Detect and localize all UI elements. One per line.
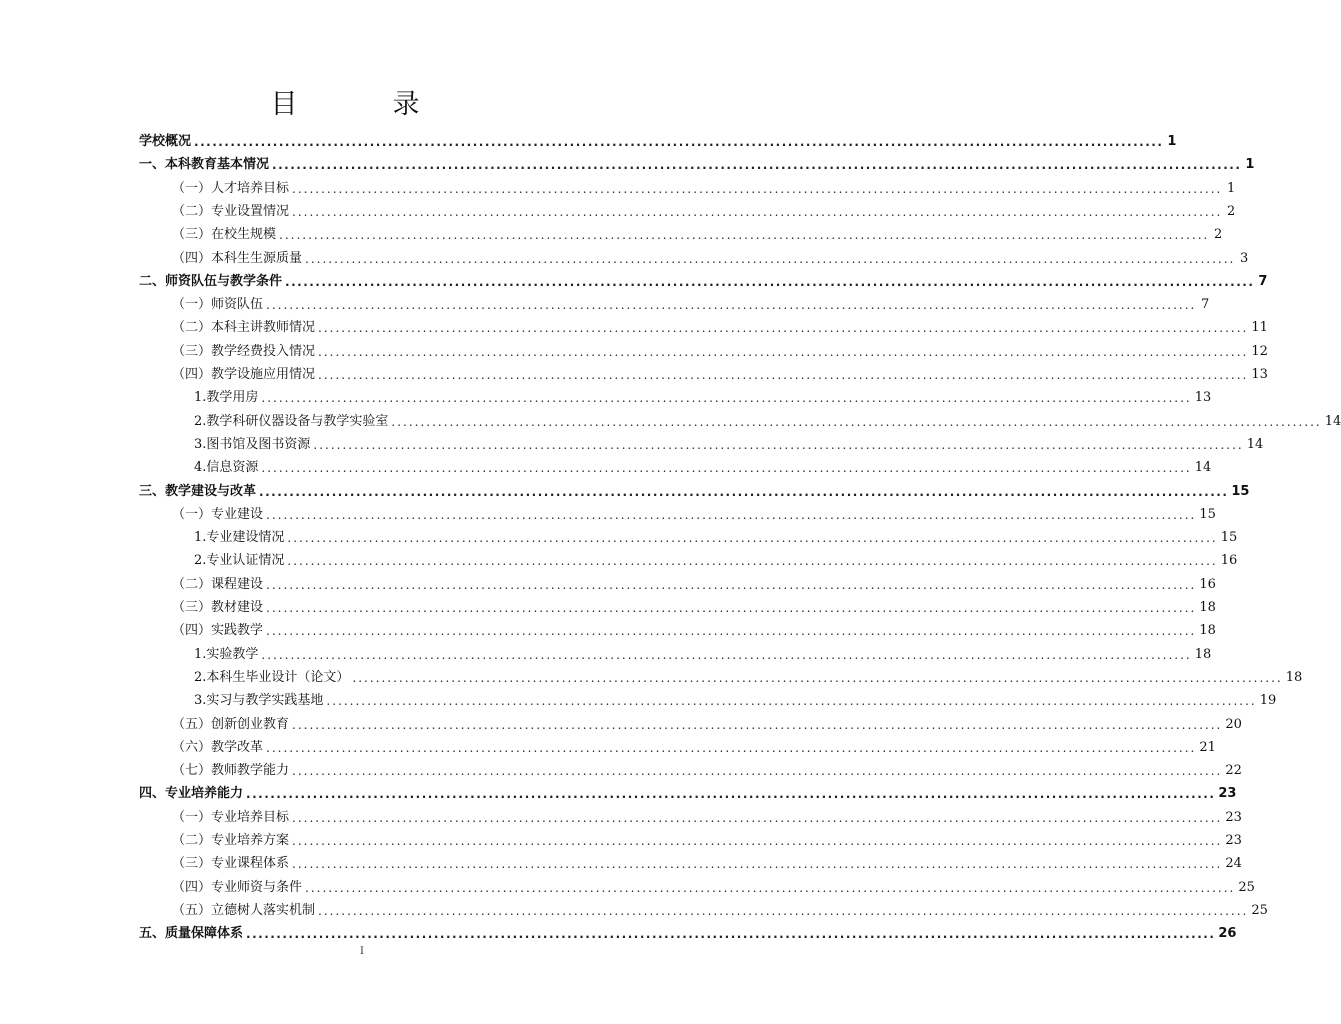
toc-entry[interactable] <box>194 433 1264 453</box>
toc-leader-dots: ................................................................................................................................................................ <box>279 228 1210 243</box>
toc-leader-dots: ................................................................................................................................................................ <box>287 531 1218 546</box>
toc-entry[interactable] <box>139 130 1177 150</box>
toc-entry-label: 1.教学用房 <box>194 390 259 406</box>
toc-entry-page: 23 <box>1225 833 1242 848</box>
toc-entry-page: 1 <box>1227 180 1236 196</box>
toc-entry-label: （二）专业设置情况 <box>172 203 290 219</box>
toc-entry-label: 2.教学科研仪器设备与教学实验室 <box>194 413 389 429</box>
toc-entry[interactable] <box>172 340 1268 360</box>
toc-entry-page: 18 <box>1285 669 1303 685</box>
toc-entry-label: 4.信息资源 <box>194 460 259 476</box>
toc-entry-page: 2 <box>1214 227 1223 243</box>
toc-leader-dots: ................................................................................................................................................................ <box>261 461 1192 476</box>
toc-entry-label: （五）创新创业教育 <box>172 716 290 732</box>
toc-entry-label: 一、本科教育基本情况 <box>139 157 270 173</box>
toc-entry-page: 1 <box>1245 157 1255 173</box>
toc-entry-label: （三）在校生规模 <box>172 227 277 243</box>
toc-entry-label: 四、专业培养能力 <box>139 786 244 802</box>
toc-entry-label: （一）专业培养目标 <box>172 809 290 825</box>
toc-leader-dots: ................................................................................................................................................................ <box>305 880 1236 895</box>
toc-leader-dots: ................................................................................................................................................................ <box>313 437 1244 452</box>
toc-entry-page: 7 <box>1258 273 1268 289</box>
page-title: 目 录 <box>270 89 454 120</box>
toc-entry-page: 13 <box>1194 390 1212 406</box>
toc-entry-page: 18 <box>1199 623 1216 639</box>
toc-entry-label: （四）专业师资与条件 <box>172 879 303 895</box>
toc-entry-label: （五）立德树人落实机制 <box>172 902 316 918</box>
toc-entry-label: （三）教材建设 <box>172 600 264 615</box>
toc-entry-label: （一）师资队伍 <box>172 297 264 313</box>
toc-entry[interactable] <box>172 736 1216 756</box>
toc-entry-page: 15 <box>1231 483 1250 499</box>
toc-entry[interactable] <box>172 876 1255 896</box>
toc-entry-label: （四）本科生生源质量 <box>172 250 303 266</box>
toc-entry[interactable] <box>194 549 1238 569</box>
toc-entry[interactable] <box>194 410 1341 430</box>
toc-entry-page: 12 <box>1251 343 1268 359</box>
toc-entry[interactable] <box>172 573 1216 593</box>
toc-leader-dots: ................................................................................................................................................................ <box>318 344 1249 359</box>
toc-entry-page: 19 <box>1259 693 1277 709</box>
toc-leader-dots: ................................................................................................................................................................ <box>266 740 1197 755</box>
toc-entry[interactable] <box>139 480 1250 500</box>
toc-leader-dots: ................................................................................................................................................................ <box>318 903 1249 918</box>
toc-entry-page: 3 <box>1240 250 1249 266</box>
toc-entry-label: （二）专业培养方案 <box>172 833 290 848</box>
toc-entry-label: （二）本科主讲教师情况 <box>172 320 316 336</box>
toc-entry[interactable] <box>194 456 1212 476</box>
toc-entry[interactable] <box>172 177 1236 197</box>
toc-entry-page: 24 <box>1225 856 1242 872</box>
toc-entry-label: 二、师资队伍与教学条件 <box>139 273 283 289</box>
toc-entry-page: 13 <box>1251 367 1268 382</box>
toc-entry-page: 26 <box>1218 926 1237 942</box>
toc-leader-dots: ................................................................................................................................................................ <box>292 834 1223 848</box>
toc-entry-label: 1.专业建设情况 <box>194 530 285 546</box>
toc-entry-page: 22 <box>1225 763 1242 779</box>
toc-leader-dots: ................................................................................................................................................................ <box>326 694 1257 709</box>
toc-entry[interactable] <box>172 829 1242 849</box>
toc-leader-dots: ................................................................................................................................................................ <box>305 251 1236 266</box>
toc-entry-page: 16 <box>1199 576 1216 592</box>
toc-leader-dots: ................................................................................................................................................................ <box>285 274 1255 289</box>
toc-entry-label: 学校概况 <box>139 134 192 149</box>
toc-entry-page: 18 <box>1199 600 1216 615</box>
toc-entry-page: 25 <box>1238 879 1255 895</box>
toc-leader-dots: ................................................................................................................................................................ <box>318 321 1249 336</box>
toc-entry[interactable] <box>172 247 1249 267</box>
toc-leader-dots: ................................................................................................................................................................ <box>272 158 1242 173</box>
toc-entry-page: 18 <box>1194 646 1212 662</box>
toc-leader-dots: ................................................................................................................................................................ <box>259 484 1229 499</box>
toc-leader-dots: ................................................................................................................................................................ <box>246 787 1216 802</box>
toc-entry[interactable] <box>172 316 1268 336</box>
toc-entry[interactable] <box>172 713 1242 733</box>
toc-entry-label: 2.本科生毕业设计（论文） <box>194 669 350 685</box>
toc-leader-dots: ................................................................................................................................................................ <box>266 624 1197 639</box>
toc-leader-dots: ................................................................................................................................................................ <box>194 135 1164 149</box>
toc-entry[interactable] <box>194 526 1238 546</box>
toc-entry-page: 7 <box>1201 297 1210 313</box>
toc-leader-dots: ................................................................................................................................................................ <box>261 391 1192 406</box>
toc-leader-dots: ................................................................................................................................................................ <box>292 764 1223 779</box>
toc-entry-label: 三、教学建设与改革 <box>139 483 257 499</box>
toc-entry-label: （三）专业课程体系 <box>172 856 290 872</box>
toc-leader-dots: ................................................................................................................................................................ <box>292 204 1223 219</box>
toc-leader-dots: ................................................................................................................................................................ <box>318 368 1249 382</box>
toc-leader-dots: ................................................................................................................................................................ <box>266 298 1197 313</box>
toc-entry-label: （七）教师教学能力 <box>172 763 290 779</box>
toc-entry[interactable] <box>172 899 1268 919</box>
toc-entry-label: 2.专业认证情况 <box>194 553 285 569</box>
toc-entry[interactable] <box>194 386 1212 406</box>
toc-leader-dots: ................................................................................................................................................................ <box>266 577 1197 592</box>
toc-entry-page: 15 <box>1220 530 1238 546</box>
toc-entry[interactable] <box>194 666 1303 686</box>
toc-entry[interactable] <box>194 689 1277 709</box>
toc-entry[interactable] <box>139 153 1255 173</box>
toc-entry-label: 五、质量保障体系 <box>139 926 244 942</box>
toc-entry-label: （一）专业建设 <box>172 506 264 522</box>
toc-entry-label: （六）教学改革 <box>172 739 264 755</box>
toc-entry-label: 3.实习与教学实践基地 <box>194 693 324 709</box>
toc-entry-page: 23 <box>1225 809 1242 825</box>
toc-entry-label: 3.图书馆及图书资源 <box>194 436 311 452</box>
toc-leader-dots: ................................................................................................................................................................ <box>287 554 1218 569</box>
toc-entry-page: 21 <box>1199 739 1216 755</box>
toc-entry-label: （二）课程建设 <box>172 576 264 592</box>
toc-leader-dots: ................................................................................................................................................................ <box>391 414 1322 429</box>
toc-entry[interactable] <box>172 852 1242 872</box>
toc-entry[interactable] <box>172 503 1216 523</box>
toc-entry[interactable] <box>172 619 1216 639</box>
toc-entry-page: 11 <box>1251 320 1268 336</box>
toc-entry[interactable] <box>139 270 1268 290</box>
toc-entry[interactable] <box>172 293 1210 313</box>
toc-entry-page: 14 <box>1246 436 1264 452</box>
toc-leader-dots: ................................................................................................................................................................ <box>292 717 1223 732</box>
toc-entry-page: 2 <box>1227 203 1236 219</box>
toc-leader-dots: ................................................................................................................................................................ <box>261 647 1192 662</box>
toc-leader-dots: ................................................................................................................................................................ <box>292 857 1223 872</box>
toc-entry-label: （四）实践教学 <box>172 623 264 639</box>
toc-entry[interactable] <box>172 200 1236 220</box>
toc-leader-dots: ................................................................................................................................................................ <box>292 810 1223 825</box>
toc-entry[interactable] <box>172 759 1242 779</box>
toc-entry-label: （三）教学经费投入情况 <box>172 343 316 359</box>
toc-entry-page: 1 <box>1167 134 1177 149</box>
toc-leader-dots: ................................................................................................................................................................ <box>292 181 1223 196</box>
toc-entry-page: 20 <box>1225 716 1242 732</box>
toc-leader-dots: ................................................................................................................................................................ <box>266 507 1197 522</box>
toc-entry-label: 1.实验教学 <box>194 646 259 662</box>
toc-entry[interactable] <box>172 363 1268 383</box>
toc-entry-page: 14 <box>1324 413 1341 429</box>
toc-entry-label: （四）教学设施应用情况 <box>172 367 316 382</box>
toc-leader-dots: ................................................................................................................................................................ <box>352 670 1283 685</box>
toc-entry-page: 14 <box>1194 460 1212 476</box>
toc-entry-page: 25 <box>1251 902 1268 918</box>
toc-entry[interactable] <box>139 922 1237 942</box>
toc-entry-page: 16 <box>1220 553 1238 569</box>
page-number-footer: I <box>360 946 364 957</box>
toc-entry-label: （一）人才培养目标 <box>172 180 290 196</box>
toc-entry[interactable] <box>172 596 1216 616</box>
toc-entry[interactable] <box>139 782 1237 802</box>
toc-entry-page: 15 <box>1199 506 1216 522</box>
toc-entry[interactable] <box>194 643 1212 663</box>
toc-entry-page: 23 <box>1218 786 1237 802</box>
toc-entry[interactable] <box>172 806 1242 826</box>
toc-leader-dots: ................................................................................................................................................................ <box>246 927 1216 942</box>
toc-leader-dots: ................................................................................................................................................................ <box>266 601 1197 615</box>
toc-entry[interactable] <box>172 223 1223 243</box>
